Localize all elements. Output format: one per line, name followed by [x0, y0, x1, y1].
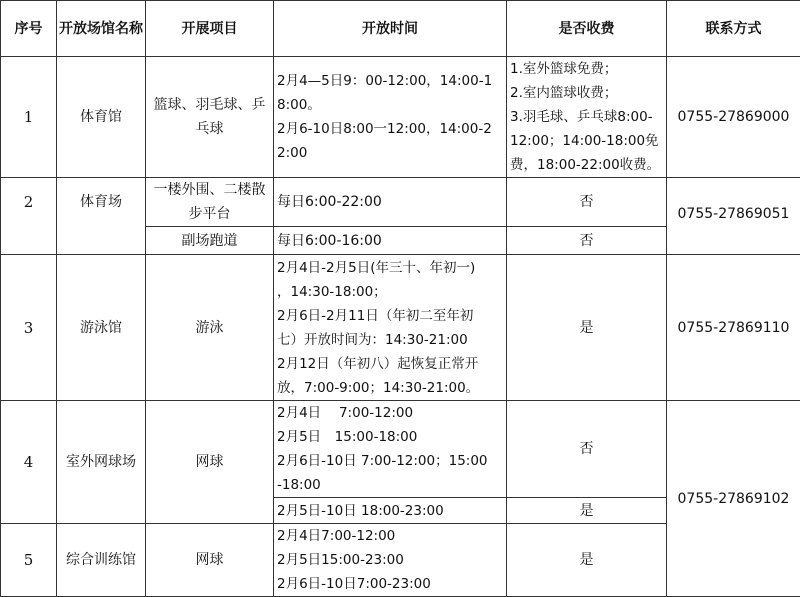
header-contact: 联系方式 — [667, 1, 800, 57]
hours-line: 2月12日（年初八）起恢复正常开 — [277, 355, 479, 372]
table-header-row — [1, 1, 800, 57]
fee-cell: 是 — [507, 498, 667, 524]
hours-cell — [274, 524, 507, 597]
hours-cell: 每日6:00-16:00 — [274, 227, 507, 255]
header-venue: 开放场馆名称 — [57, 1, 146, 57]
row-number: 4 — [1, 401, 57, 524]
fee-cell: 否 — [507, 401, 667, 498]
header-no: 序号 — [1, 1, 57, 57]
row-number: 2 — [1, 178, 57, 255]
project-cell — [146, 57, 274, 178]
hours-line: 2月4日-2月5日(年三十、年初一) — [277, 259, 476, 276]
fee-cell: 是 — [507, 255, 667, 401]
hours-line: 2月6日-10日7:00-23:00 — [277, 576, 431, 592]
hours-cell — [274, 401, 507, 498]
contact-phone: 0755-27869051 — [667, 178, 800, 255]
hours-line: 2月6-10日8:00一12:00，14:00-2 — [277, 121, 492, 137]
contact-phone: 0755-27869102 — [667, 401, 800, 597]
venue-name: 游泳馆 — [57, 255, 146, 401]
venue-name: 室外网球场 — [57, 401, 146, 524]
project-cell — [146, 178, 274, 227]
table-row — [1, 178, 800, 227]
hours-line: 2月6日-2月11日（年初二至年初 — [277, 307, 474, 324]
hours-line: 2:00 — [277, 145, 308, 161]
hours-line: 放，7:00-9:00；14:30-21:00。 — [277, 379, 480, 396]
fee-cell: 是 — [507, 524, 667, 597]
fee-cell: 否 — [507, 178, 667, 227]
table-row — [1, 401, 800, 498]
row-number: 3 — [1, 255, 57, 401]
project-line: 篮球、羽毛球、乒 — [153, 97, 266, 113]
table-row — [1, 57, 800, 178]
hours-line: 8:00。 — [277, 97, 321, 113]
row-number: 5 — [1, 524, 57, 597]
project-line: 乓球 — [195, 121, 224, 137]
project-cell: 副场跑道 — [146, 227, 274, 255]
hours-line: 2月5日 15:00-18:00 — [277, 429, 418, 445]
header-project: 开展项目 — [146, 1, 274, 57]
fee-line: 2.室内篮球收费； — [510, 85, 618, 101]
contact-phone: 0755-27869110 — [667, 255, 800, 401]
header-hours: 开放时间 — [274, 1, 507, 57]
project-cell: 游泳 — [146, 255, 274, 401]
hours-cell: 每日6:00-22:00 — [274, 178, 507, 227]
hours-line: 2月6日-10日 7:00-12:00；15:00 — [277, 453, 488, 469]
fee-cell — [507, 57, 667, 178]
venue-name: 体育馆 — [57, 57, 146, 178]
table-row — [1, 255, 800, 401]
hours-line: -18:00 — [277, 477, 321, 493]
hours-line: 2月4—5日9：00-12:00，14:00-1 — [277, 73, 493, 89]
venue-name: 综合训练馆 — [57, 524, 146, 597]
project-cell: 网球 — [146, 401, 274, 524]
hours-line: ，14:30-18:00； — [277, 283, 387, 300]
hours-line: 2月4日 7:00-12:00 — [277, 405, 414, 421]
hours-line: 七）开放时间为：14:30-21:00 — [277, 331, 468, 348]
fee-line: 3.羽毛球、乒乓球8:00- — [510, 109, 653, 125]
project-line: 一楼外围、二楼散 — [153, 182, 266, 198]
fee-line: 费，18:00-22:00收费。 — [510, 157, 661, 173]
fee-line: 1.室外篮球免费； — [510, 61, 618, 77]
row-number: 1 — [1, 57, 57, 178]
hours-line: 2月5日15:00-23:00 — [277, 552, 404, 568]
header-fee: 是否收费 — [507, 1, 667, 57]
fee-line: 12:00；14:00-18:00免 — [510, 133, 659, 149]
venue-name: 体育场 — [57, 178, 146, 255]
project-cell: 网球 — [146, 524, 274, 597]
hours-cell — [274, 255, 507, 401]
hours-cell: 2月5日-10日 18:00-23:00 — [274, 498, 507, 524]
project-line: 步平台 — [188, 206, 231, 222]
hours-cell — [274, 57, 507, 178]
contact-phone: 0755-27869000 — [667, 57, 800, 178]
fee-cell: 否 — [507, 227, 667, 255]
hours-line: 2月4日7:00-12:00 — [277, 528, 396, 544]
